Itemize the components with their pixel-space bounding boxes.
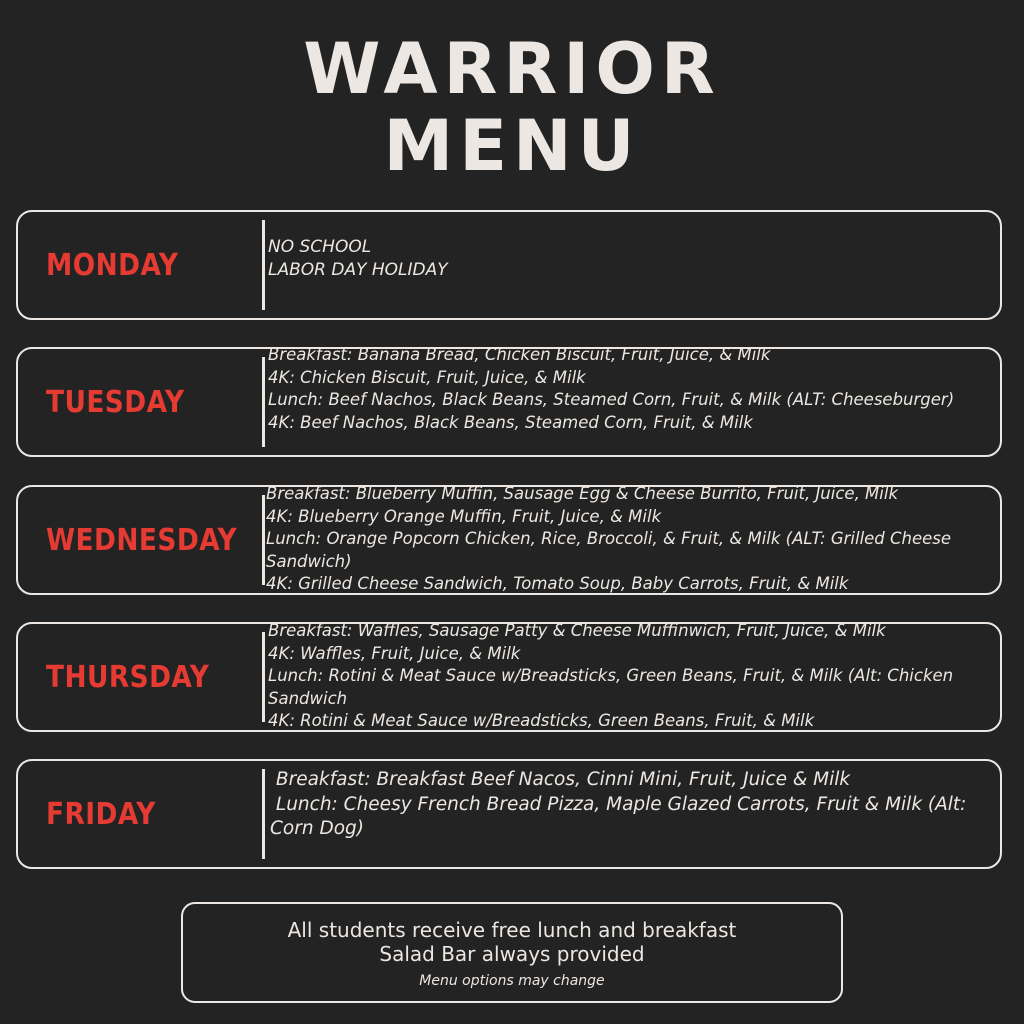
day-menu-tuesday: [268, 344, 992, 434]
divider: [262, 220, 265, 310]
menu-line: Breakfast: Waffles, Sausage Patty & Cheese Muffinwich, Fruit, Juice, & Milk: [268, 621, 886, 640]
day-menu-monday: [268, 236, 992, 281]
menu-line: 4K: Blueberry Orange Muffin, Fruit, Juice, & Milk: [266, 506, 662, 526]
menu-line: LABOR DAY HOLIDAY: [268, 259, 448, 280]
divider: [262, 495, 265, 585]
menu-line: 4K: Waffles, Fruit, Juice, & Milk: [268, 643, 521, 663]
title-line-2: MENU: [383, 105, 641, 187]
footer-line-free-meals: All students receive free lunch and breakfast: [287, 918, 737, 942]
menu-line: 4K: Rotini & Meat Sauce w/Breadsticks, Green Beans, Fruit, & Milk: [268, 711, 815, 730]
footer-disclaimer: Menu options may change: [419, 973, 605, 989]
menu-line: Breakfast: Blueberry Muffin, Sausage Egg & Cheese Burrito, Fruit, Juice, Milk: [266, 484, 899, 503]
menu-line: 4K: Beef Nachos, Black Beans, Steamed Corn, Fruit, & Milk: [268, 412, 753, 432]
menu-line: Breakfast: Breakfast Beef Nacos, Cinni Mini, Fruit, Juice & Milk: [270, 769, 851, 790]
day-menu-thursday: [268, 620, 992, 733]
day-card-friday: [16, 759, 1002, 869]
menu-line: 4K: Grilled Cheese Sandwich, Tomato Soup, Baby Carrots, Fruit, & Milk: [266, 574, 849, 593]
menu-line: 4K: Chicken Biscuit, Fruit, Juice, & Milk: [268, 367, 586, 387]
day-menu-friday: [270, 768, 992, 842]
menu-line: Lunch: Rotini & Meat Sauce w/Breadsticks, Green Beans, Fruit, & Milk (Alt: Chicken Sandwich: [268, 666, 954, 708]
day-name-tuesday: TUESDAY: [46, 384, 185, 420]
menu-line: NO SCHOOL: [268, 237, 372, 257]
divider: [262, 357, 265, 447]
day-name-friday: FRIDAY: [46, 796, 156, 832]
day-card-tuesday: [16, 347, 1002, 457]
divider: [262, 632, 265, 722]
title-line-1: WARRIOR: [303, 28, 721, 110]
footer-line-salad-bar: Salad Bar always provided: [379, 942, 645, 966]
menu-line: Lunch: Orange Popcorn Chicken, Rice, Broccoli, & Fruit, & Milk (ALT: Grilled Cheese Sandwich): [266, 529, 952, 571]
day-name-thursday: THURSDAY: [46, 659, 210, 695]
day-card-monday: [16, 210, 1002, 320]
day-name-wednesday: WEDNESDAY: [46, 522, 238, 558]
menu-line: Lunch: Cheesy French Bread Pizza, Maple Glazed Carrots, Fruit & Milk (Alt: Corn Dog): [270, 793, 973, 839]
day-card-wednesday: [16, 485, 1002, 595]
footer-note-box: [181, 902, 843, 1003]
day-name-monday: MONDAY: [46, 247, 179, 283]
divider: [262, 769, 265, 859]
menu-line: Lunch: Beef Nachos, Black Beans, Steamed Corn, Fruit, & Milk (ALT: Cheeseburger): [268, 390, 955, 409]
day-card-thursday: [16, 622, 1002, 732]
day-menu-wednesday: [266, 483, 992, 596]
menu-line: Breakfast: Banana Bread, Chicken Biscuit, Fruit, Juice, & Milk: [268, 345, 771, 364]
